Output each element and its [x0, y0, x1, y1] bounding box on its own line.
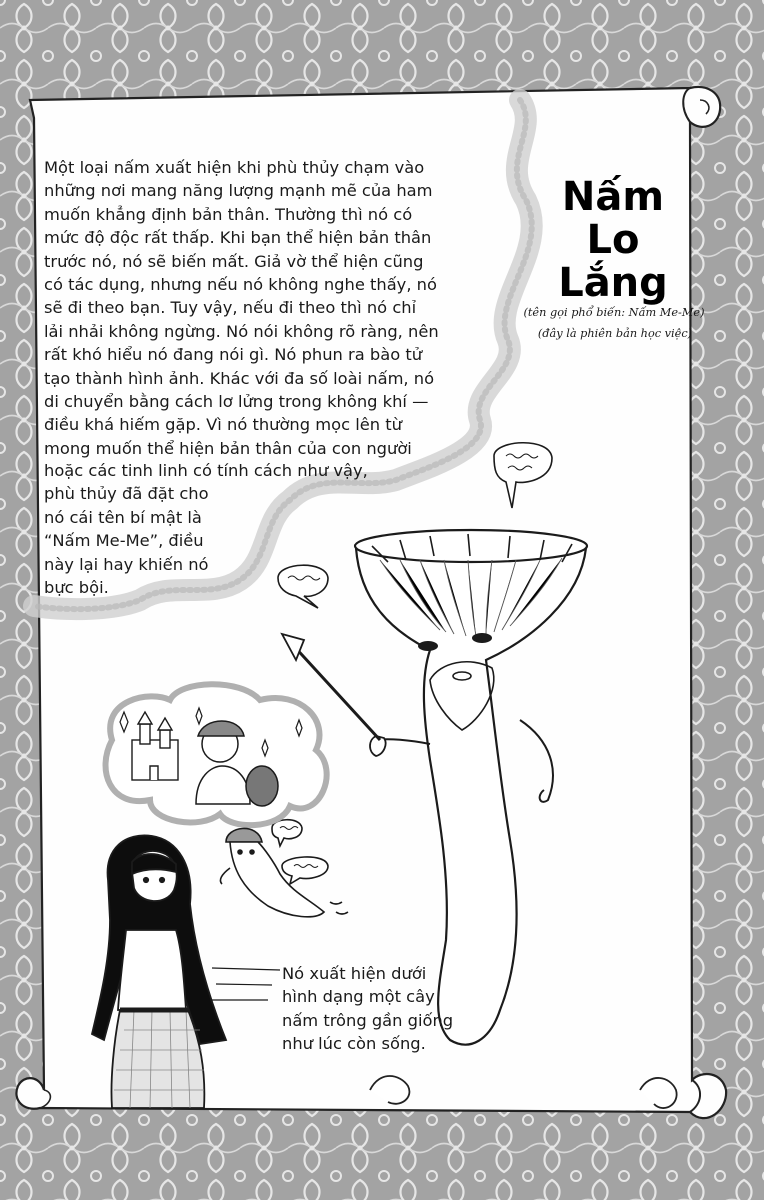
description-line: “Nấm Me-Me”, điều [44, 531, 204, 551]
thought-bubble-icon [106, 684, 327, 825]
description-line: mức độ độc rất thấp. Khi bạn thể hiện bản thân [44, 228, 432, 248]
title-line: Lo [586, 217, 640, 263]
description-tail [44, 459, 368, 599]
description-line: mong muốn thể hiện bản thân của con người [44, 438, 412, 458]
version-note: (đây là phiên bản học việc) [537, 327, 693, 340]
common-name: (tên gọi phổ biến: Nấm Me-Me) [523, 306, 705, 319]
caption-line: như lúc còn sống. [282, 1034, 426, 1054]
description-line: có tác dụng, nhưng nếu nó không nghe thấy, nó [44, 275, 437, 295]
description-line: những nơi mang năng lượng mạnh mẽ của ham [44, 181, 433, 201]
entry-title [548, 176, 678, 305]
description-line: lải nhải không ngừng. Nó nói không rõ ràng, nên [44, 321, 439, 341]
description-line: tạo thành hình ảnh. Khác với đa số loài nấm, nó [44, 368, 435, 388]
description-line: điều khá hiếm gặp. Vì nó thường mọc lên từ [44, 415, 402, 435]
description-line: di chuyển bằng cách lơ lửng trong không khí — [44, 392, 429, 412]
description-line: này lại hay khiến nó [44, 554, 209, 574]
description-line: nó cái tên bí mật là [44, 507, 202, 527]
description-line: rất khó hiểu nó đang nói gì. Nó phun ra bào tử [44, 345, 423, 365]
caption-line: nấm trông gần giống [282, 1010, 454, 1030]
description-line: phù thủy đã đặt cho [44, 484, 209, 504]
description [44, 156, 444, 460]
description-line: bực bội. [44, 578, 109, 598]
description-line: Một loại nấm xuất hiện khi phù thủy chạm vào [44, 158, 425, 177]
description-line: hoặc các tinh linh có tính cách như vậy, [44, 461, 368, 480]
description-line: sẽ đi theo bạn. Tuy vậy, nếu đi theo thì nó chỉ [44, 298, 417, 318]
illustration-caption [282, 962, 472, 1056]
caption-line: Nó xuất hiện dưới [282, 964, 427, 983]
description-line: trước nó, nó sẽ biến mất. Giả vờ thể hiện cũng [44, 251, 424, 271]
description-line: muốn khẳng định bản thân. Thường thì nó có [44, 204, 413, 224]
title-line: Lắng [558, 260, 668, 306]
caption-line: hình dạng một cây [282, 987, 435, 1007]
title-line: Nấm [561, 174, 665, 220]
